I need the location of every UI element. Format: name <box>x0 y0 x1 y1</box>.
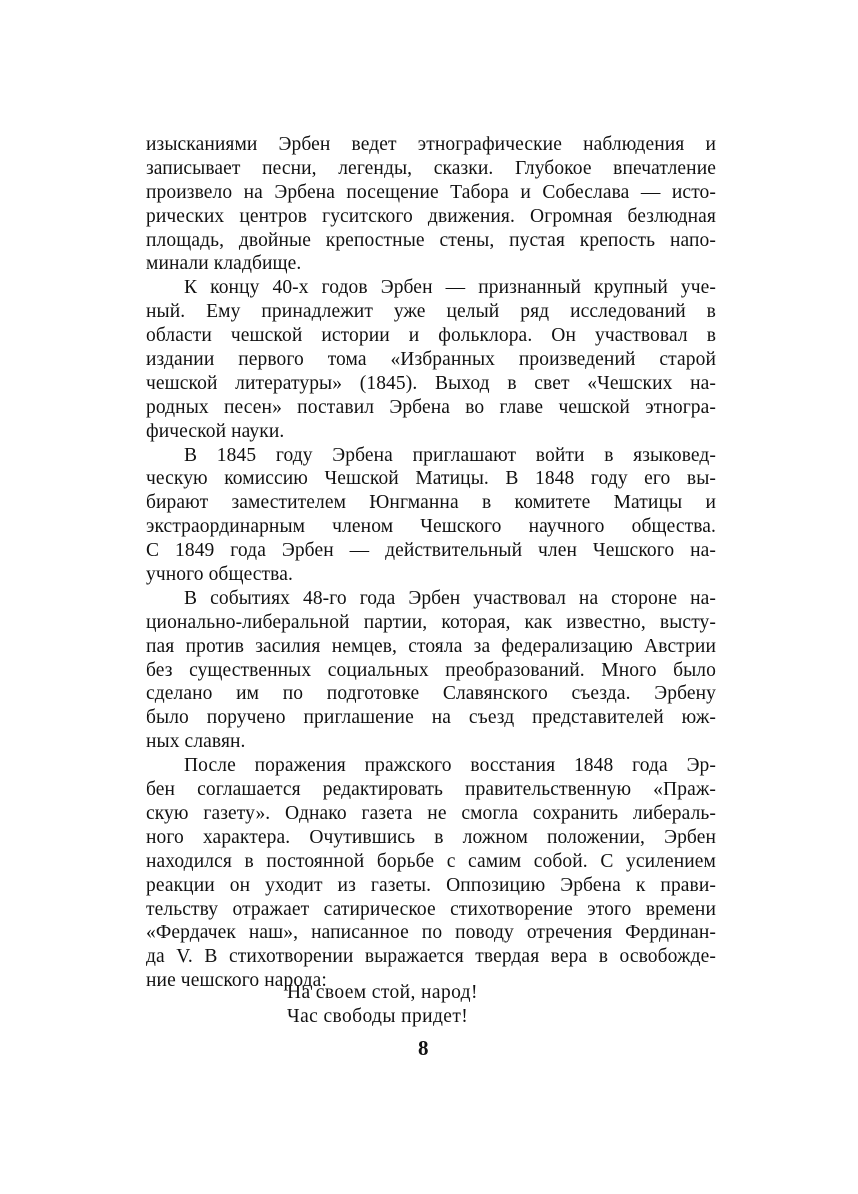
poem-quote <box>287 981 478 1028</box>
text-line: ционально-либеральной партии, которая, как известно, высту- <box>146 611 716 633</box>
text-line: реакции он уходит из газеты. Оппозицию Эрбена к прави- <box>146 874 716 896</box>
text-line: произвело на Эрбена посещение Табора и Собеслава — исто- <box>146 181 716 203</box>
paragraph <box>146 754 716 993</box>
text-line: сделано им по подготовке Славянского съезда. Эрбену <box>146 683 716 705</box>
paragraph <box>146 444 716 587</box>
text-line: В 1845 году Эрбена приглашают войти в языковед- <box>184 444 716 466</box>
text-line: находился в постоянной борьбе с самим собой. С усилением <box>146 850 716 872</box>
text-line: минали кладбище. <box>146 253 302 275</box>
text-line: К концу 40-х годов Эрбен — признанный крупный уче- <box>184 277 716 299</box>
text-line: С 1849 года Эрбен — действительный член Чешского на- <box>146 540 716 562</box>
text-line: фической науки. <box>146 420 285 442</box>
paragraph <box>146 276 716 443</box>
text-line: записывает песни, легенды, сказки. Глубокое впечатление <box>146 157 716 179</box>
text-line: области чешской истории и фольклора. Он участвовал в <box>146 325 716 347</box>
page-number: 8 <box>418 1036 429 1060</box>
text-line: родных песен» поставил Эрбена во главе чешской этногра- <box>146 396 716 418</box>
text-line: да V. В стихотворении выражается твердая вера в освобожде- <box>146 946 716 968</box>
paragraph <box>146 587 716 754</box>
text-line: экстраординарным членом Чешского научного общества. <box>146 516 716 538</box>
text-line: ных славян. <box>146 731 246 753</box>
text-line: ческую комиссию Чешской Матицы. В 1848 году его вы- <box>146 468 716 490</box>
text-line: «Фердачек наш», написанное по поводу отречения Фердинан- <box>146 922 716 944</box>
text-line: было поручено приглашение на съезд представителей юж- <box>146 707 716 729</box>
text-line: тельству отражает сатирическое стихотворение этого времени <box>146 898 716 920</box>
poem-line: Час свободы придет! <box>287 1005 469 1027</box>
text-line: рических центров гуситского движения. Огромная безлюдная <box>146 205 716 227</box>
text-line: площадь, двойные крепостные стены, пустая крепость напо- <box>146 229 716 251</box>
text-line: ного характера. Очутившись в ложном положении, Эрбен <box>146 826 716 848</box>
text-line: После поражения пражского восстания 1848 года Эр- <box>184 755 716 777</box>
text-line: издании первого тома «Избранных произведений старой <box>146 349 716 371</box>
poem-line: На своем стой, народ! <box>287 982 478 1003</box>
text-line: В событиях 48-го года Эрбен участвовал на стороне на- <box>184 587 716 609</box>
text-line: ние чешского народа: <box>146 970 327 992</box>
text-line: пая против засилия немцев, стояла за федерализацию Австрии <box>146 635 716 657</box>
text-line: чешской литературы» (1845). Выход в свет «Чешских на- <box>146 372 716 394</box>
text-line: скую газету». Однако газета не смогла сохранить либераль- <box>146 802 716 824</box>
text-line: изысканиями Эрбен ведет этнографические наблюдения и <box>146 134 716 155</box>
text-line: ный. Ему принадлежит уже целый ряд исследований в <box>146 301 716 323</box>
text-line: бирают заместителем Юнгманна в комитете Матицы и <box>146 492 716 514</box>
text-line: бен соглашается редактировать правительственную «Праж- <box>146 779 716 801</box>
text-line: учного общества. <box>146 564 293 586</box>
body-text <box>146 133 716 993</box>
paragraph <box>146 133 716 276</box>
text-line: без существенных социальных преобразований. Много было <box>146 659 716 681</box>
